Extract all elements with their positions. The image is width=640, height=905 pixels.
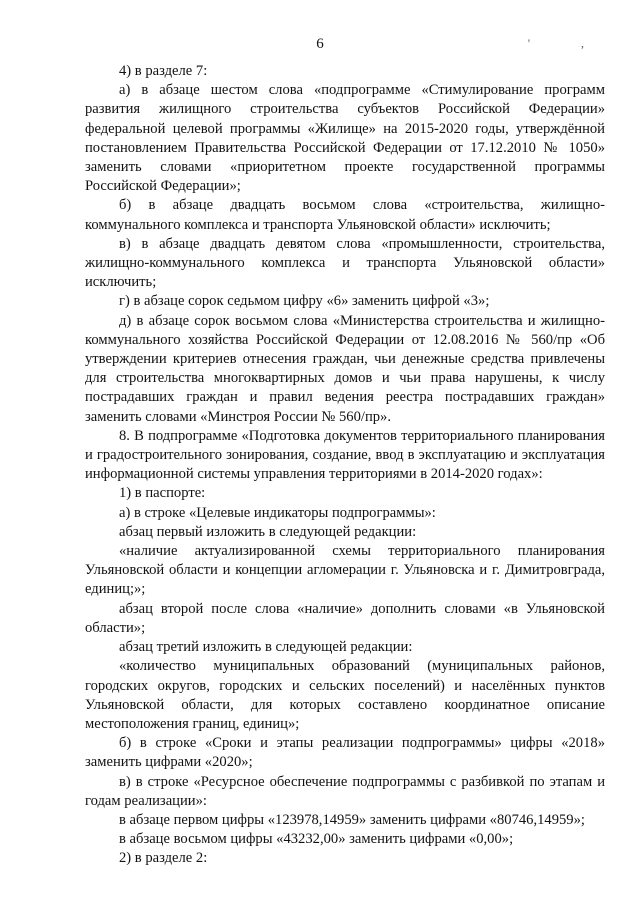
paragraph-terms-stages: б) в строке «Сроки и этапы реализации подпрограммы» цифры «2018» заменить цифрами «2020»; bbox=[85, 735, 605, 771]
paragraph-quote-municipal: «количество муниципальных образований (муниципальных районов, городских округов, городских и сельских поселений) и населённых пунктов Ульяновской области, для которых составлено координатное описание местоположения границ, единиц»; bbox=[85, 658, 605, 732]
page-marks: ' , bbox=[527, 36, 608, 50]
paragraph-item-a: а) в абзаце шестом слова «подпрограмме «Стимулирование программ развития жилищного строительства субъектов Российской Федерации» федеральной целевой программы «Жилище» на 2015-2020 годы, утверждённой постановлением Правительства Российской Федерации от 17.12.2010 № 1050» заменить словами «приоритетном проекте государственной программы Российской Федерации»; bbox=[85, 82, 605, 195]
paragraph-quote-scheme: «наличие актуализированной схемы территориального планирования Ульяновской области и концепции агломерации г. Ульяновска и г. Димитровграда, единиц;»; bbox=[85, 543, 605, 598]
paragraph-third-abzac: абзац третий изложить в следующей редакции: bbox=[119, 639, 413, 656]
paragraph-item-v: в) в абзаце двадцать девятом слова «промышленности, строительства, жилищно-коммунального комплекса и транспорта Ульяновской области» исключить; bbox=[85, 235, 605, 291]
page-number: 6 bbox=[316, 36, 324, 52]
paragraph-point-8: 8. В подпрограмме «Подготовка документов территориального планирования и градостроительного зонирования, создание, ввод в эксплуатацию и эксплуатация информационной системы управления территориями в 2014-2020 годах»: bbox=[85, 427, 605, 483]
paragraph-eighth-figures: в абзаце восьмом цифры «43232,00» заменить цифрами «0,00»; bbox=[119, 831, 514, 848]
paragraph-second-abzac: абзац второй после слова «наличие» дополнить словами «в Ульяновской области»; bbox=[85, 600, 605, 636]
paragraph-item-b: б) в абзаце двадцать восьмом слова «строительства, жилищно-коммунального комплекса и транспорта Ульяновской области» исключить; bbox=[85, 197, 605, 233]
paragraph-resources: в) в строке «Ресурсное обеспечение подпрограммы с разбивкой по этапам и годам реализации»: bbox=[85, 773, 605, 809]
paragraph-first-abzac: абзац первый изложить в следующей редакции: bbox=[119, 523, 417, 540]
paragraph-item-g: г) в абзаце сорок седьмом цифру «6» заменить цифрой «3»; bbox=[119, 293, 490, 310]
paragraph-item-d: д) в абзаце сорок восьмом слова «Министерства строительства и жилищно-коммунального хозяйства Российской Федерации от 12.08.2016 № 560/пр «Об утверждении критериев отнесения граждан, чьи денежные средства привлечены для строительства многоквартирных домов и чьи права нарушены, к числу пострадавших граждан и правил ведения реестра пострадавших граждан» заменить словами «Минстроя России № 560/пр». bbox=[85, 312, 605, 425]
paragraph-first-figures: в абзаце первом цифры «123978,14959» заменить цифрами «80746,14959»; bbox=[119, 811, 585, 828]
document-body bbox=[85, 62, 605, 869]
paragraph-target-indicators: а) в строке «Целевые индикаторы подпрограммы»: bbox=[119, 504, 436, 521]
paragraph-section-7: 4) в разделе 7: bbox=[119, 63, 208, 79]
paragraph-passport: 1) в паспорте: bbox=[119, 485, 206, 502]
paragraph-section-2: 2) в разделе 2: bbox=[119, 850, 208, 867]
